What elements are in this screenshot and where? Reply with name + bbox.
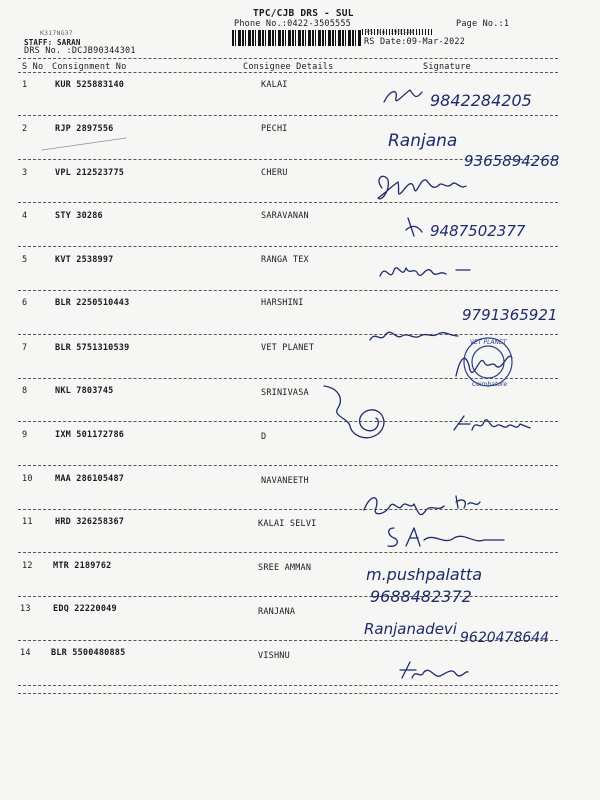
svg-text:9688482372: 9688482372 xyxy=(370,587,472,606)
row-consignment: KUR 525883140 xyxy=(55,80,125,90)
row-sno: 2 xyxy=(22,124,28,134)
row-sno: 8 xyxy=(22,386,28,396)
row-consignment: IXM 501172786 xyxy=(55,430,125,440)
svg-text:m.pushpalatta: m.pushpalatta xyxy=(366,565,483,584)
row-sno: 3 xyxy=(22,168,28,178)
row-consignment: MAA 286105487 xyxy=(55,474,125,484)
row-consignment: BLR 2250510443 xyxy=(55,298,130,308)
row-sno: 4 xyxy=(22,211,28,221)
svg-text:9842284205: 9842284205 xyxy=(430,91,532,110)
row-sno: 6 xyxy=(22,298,28,308)
row-consignee: RANJANA xyxy=(258,607,296,617)
row-consignee: RANGA TEX xyxy=(261,255,309,265)
row-consignee: KALAI SELVI xyxy=(258,519,317,529)
row-divider xyxy=(18,552,558,553)
row-sno: 11 xyxy=(22,517,33,527)
col-consignment: Consignment No xyxy=(52,62,127,72)
row-consignment: HRD 326258367 xyxy=(55,517,125,527)
small-code: K317NG37 xyxy=(40,29,73,37)
row-sno: 14 xyxy=(20,648,31,658)
phone-number: Phone No.:0422-3505555 xyxy=(234,19,351,29)
row-consignee: SRINIVASA xyxy=(261,388,309,398)
row-sno: 10 xyxy=(22,474,33,484)
row-divider xyxy=(18,290,558,291)
pen-stroke xyxy=(40,134,130,154)
svg-text:9620478644: 9620478644 xyxy=(460,630,550,646)
signature-8 xyxy=(450,408,550,438)
row-consignment: KVT 2538997 xyxy=(55,255,114,265)
drs-number: DRS No. :DCJB90344301 xyxy=(24,46,136,56)
row-consignment: NKL 7803745 xyxy=(55,386,114,396)
signature-11 xyxy=(384,522,514,552)
row-sno: 12 xyxy=(22,561,33,571)
signature-8-loop xyxy=(320,380,400,450)
row-consignment: BLR 5751310539 xyxy=(55,343,130,353)
svg-text:9487502377: 9487502377 xyxy=(430,222,526,240)
row-divider xyxy=(18,465,558,466)
svg-text:Coimbatore: Coimbatore xyxy=(472,381,508,388)
row-sno: 5 xyxy=(22,255,28,265)
row-consignee: VET PLANET xyxy=(261,343,315,353)
row-consignee: PECHI xyxy=(261,124,288,134)
row-consignee: KALAI xyxy=(261,80,288,90)
header-top-rule xyxy=(18,58,558,59)
row-divider xyxy=(18,115,558,116)
row-consignment: MTR 2189762 xyxy=(53,561,112,571)
row-consignment: STY 30286 xyxy=(55,211,103,221)
col-consignee: Consignee Details xyxy=(243,62,334,72)
signature-13 xyxy=(364,612,584,648)
svg-text:Ranjana: Ranjana xyxy=(388,131,458,151)
svg-text:9791365921: 9791365921 xyxy=(462,306,558,324)
rs-number: RS No :90344 xyxy=(365,28,415,36)
row-consignee: SREE AMMAN xyxy=(258,563,312,573)
signature-1 xyxy=(380,80,580,115)
row-sno: 1 xyxy=(22,80,28,90)
signature-14 xyxy=(396,656,486,686)
row-sno: 13 xyxy=(20,604,31,614)
rs-date: RS Date:09-Mar-2022 xyxy=(364,37,466,47)
delivery-stamp xyxy=(456,336,526,392)
bottom-rule xyxy=(18,693,558,694)
signature-3 xyxy=(372,168,482,213)
page-number: Page No.:1 xyxy=(456,19,510,29)
row-consignee: D xyxy=(261,432,267,442)
row-consignment: VPL 212523775 xyxy=(55,168,125,178)
row-consignment: BLR 5500480885 xyxy=(51,648,126,658)
sheet-title: TPC/CJB DRS - SUL xyxy=(253,8,354,19)
signature-5 xyxy=(376,256,486,286)
row-consignment: EDQ 22220049 xyxy=(53,604,117,614)
row-consignee: CHERU xyxy=(261,168,288,178)
signature-4 xyxy=(404,212,574,247)
row-consignee: VISHNU xyxy=(258,651,290,661)
col-signature: Signature xyxy=(423,62,471,72)
signature-12 xyxy=(366,562,566,608)
staff-label: STAFF: SARAN xyxy=(24,38,81,47)
row-consignee: SARAVANAN xyxy=(261,211,309,221)
row-consignment: RJP 2897556 xyxy=(55,124,114,134)
svg-text:Ranjanadevi: Ranjanadevi xyxy=(364,620,457,638)
header-bottom-rule xyxy=(18,72,558,73)
svg-text:VET PLANET: VET PLANET xyxy=(470,339,507,346)
row-sno: 7 xyxy=(22,343,28,353)
signature-10 xyxy=(360,486,510,526)
barcode xyxy=(232,30,362,46)
svg-text:9365894268: 9365894268 xyxy=(464,152,560,170)
row-consignee: NAVANEETH xyxy=(261,476,309,486)
row-consignee: HARSHINI xyxy=(261,298,304,308)
col-sno: S No xyxy=(22,62,44,72)
row-sno: 9 xyxy=(22,430,28,440)
